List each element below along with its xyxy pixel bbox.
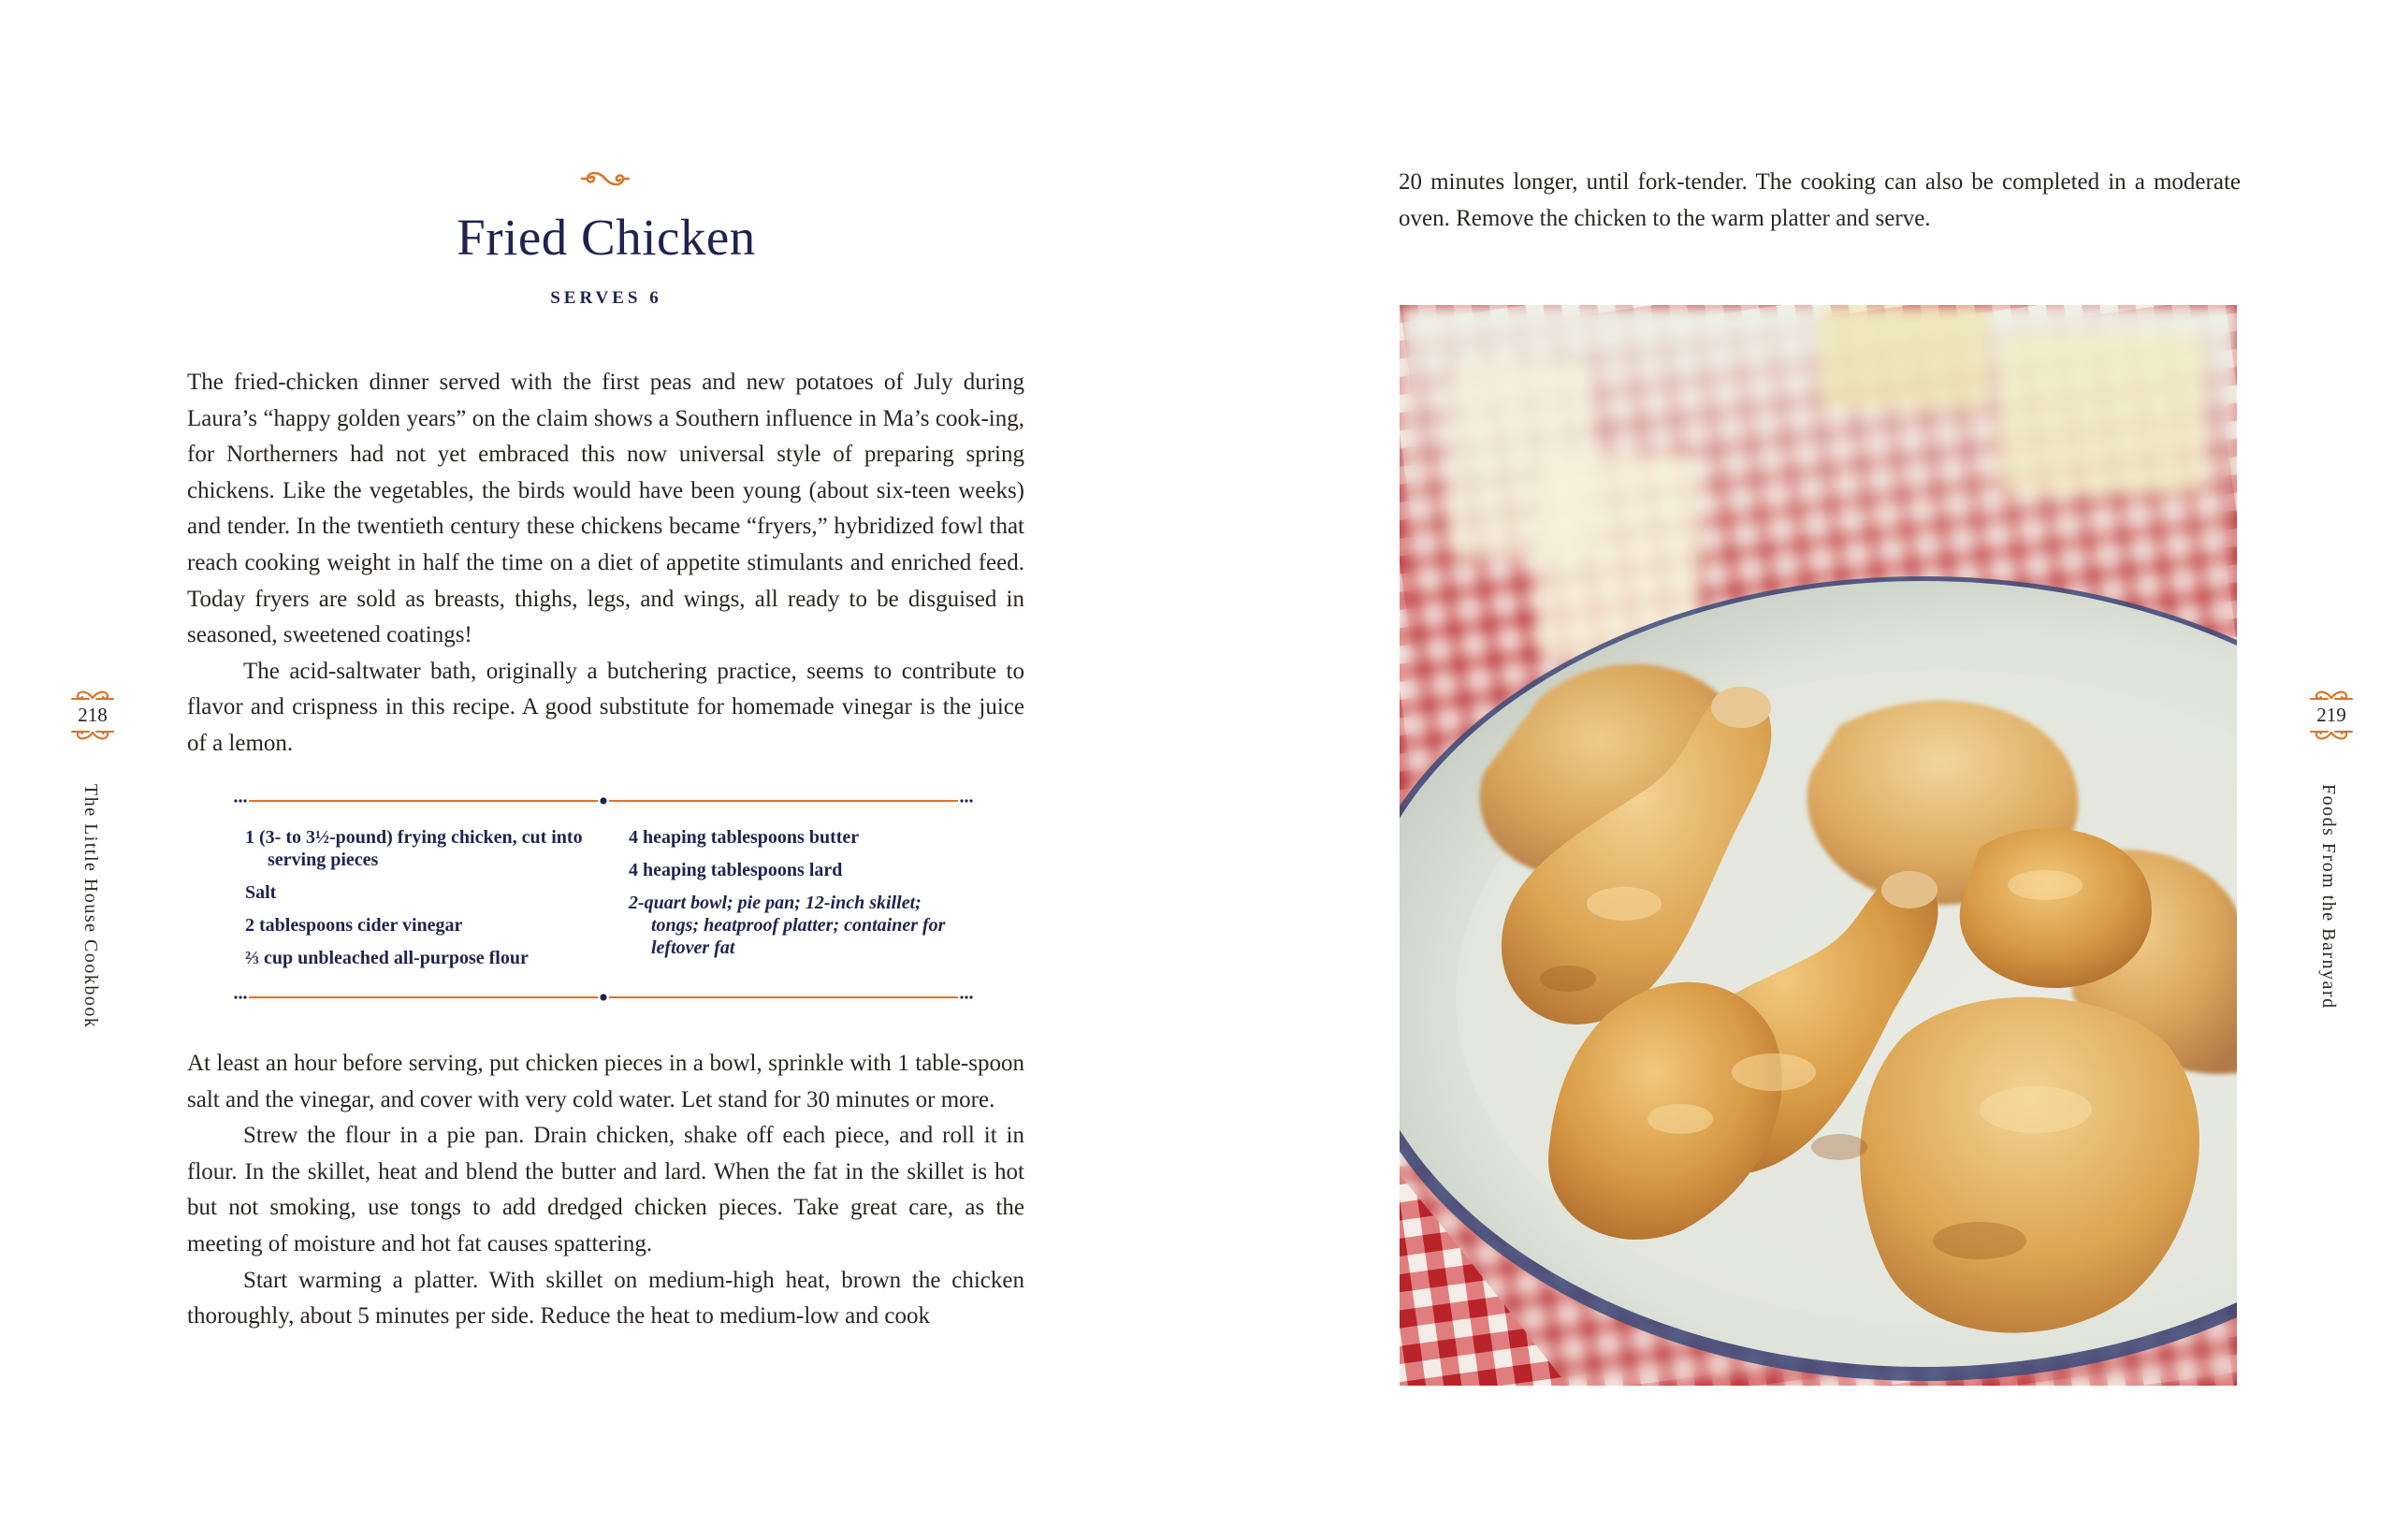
ingredients-box: [234, 795, 973, 1003]
ingredients-column-2: [629, 826, 965, 969]
running-head-left: The Little House Cookbook: [80, 784, 101, 1029]
page-number-right: [2299, 689, 2364, 742]
intro-paragraph: The fried-chicken dinner served with the first peas and new potatoes of July during Laura’s “happy golden years” on the claim shows a Southern influence in Ma’s cook-ing, for Northerners had not yet embraced this now universal style of preparing spring chickens. Like the vegetables, the birds would have been young (about six-teen weeks) and tender. In the twentieth century these chickens became “fryers,” hybridized fowl that reach cooking weight in half the time on a diet of appetite stimulants and enriched feed. Today fryers are sold as breasts, thighs, legs, and wings, all ready to be disguised in seasoned, sweetened coatings!: [187, 370, 1024, 648]
intro-text: [187, 365, 1024, 763]
ingredient-item: Salt: [245, 882, 277, 903]
ingredient-item: 4 heaping tablespoons lard: [629, 860, 843, 880]
ingredient-item: ⅔ cup unbleached all-purpose flour: [245, 948, 529, 968]
ingredient-item: 2 tablespoons cider vinegar: [245, 915, 463, 936]
curl-flourish-icon: [70, 689, 115, 702]
curl-flourish-icon: [2309, 689, 2354, 702]
curl-flourish-icon: [2309, 729, 2354, 742]
page-number-left: [60, 689, 125, 742]
method-text: [187, 1046, 1024, 1335]
equipment-list: 2-quart bowl; pie pan; 12-inch skillet; tongs; heatproof platter; container for leftover fat: [629, 893, 946, 958]
page-number: 218: [78, 704, 108, 726]
fried-chicken-photo: [1400, 305, 2237, 1386]
method-paragraph: Start warming a platter. With skillet on medium-high heat, brown the chicken thoroughly, about 5 minutes per side. Reduce the heat to medium-low and cook: [187, 1267, 1024, 1329]
recipe-title: Fried Chicken: [457, 209, 756, 266]
curl-flourish-icon: [70, 729, 115, 742]
page-number: 219: [2316, 704, 2346, 726]
scroll-flourish-icon: [580, 169, 631, 188]
method-paragraph: At least an hour before serving, put chicken pieces in a bowl, sprinkle with 1 table-spoon salt and the vinegar, and cover with very cold water. Let stand for 30 minutes or more.: [187, 1051, 1024, 1112]
ingredient-item: 1 (3- to 3½-pound) frying chicken, cut into serving pieces: [245, 827, 583, 870]
serves-label: SERVES 6: [550, 288, 662, 308]
ingredient-item: 4 heaping tablespoons butter: [629, 827, 860, 848]
continued-paragraph: 20 minutes longer, until fork-tender. The cooking can also be completed in a moderate oven. Remove the chicken to the warm platter and serve.: [1399, 169, 2241, 231]
intro-paragraph: The acid-saltwater bath, originally a butchering practice, seems to contribute to flavor and crispness in this recipe. A good substitute for homemade vinegar is the juice of a lemon.: [187, 658, 1024, 756]
ingredients-top-rule: [234, 795, 973, 806]
ingredients-bottom-rule: [234, 992, 973, 1003]
ingredients-column-1: [245, 826, 601, 980]
running-head-right: Foods From the Barnyard: [2318, 784, 2339, 1010]
method-paragraph: Strew the flour in a pie pan. Drain chicken, shake off each piece, and roll it in flour. In the skillet, heat and blend the butter and lard. When the fat in the skillet is hot but not smoking, use tongs to add dredged chicken pieces. Take great care, as the meeting of moisture and hot fat causes spattering.: [187, 1123, 1024, 1257]
continued-text: [1399, 165, 2241, 237]
